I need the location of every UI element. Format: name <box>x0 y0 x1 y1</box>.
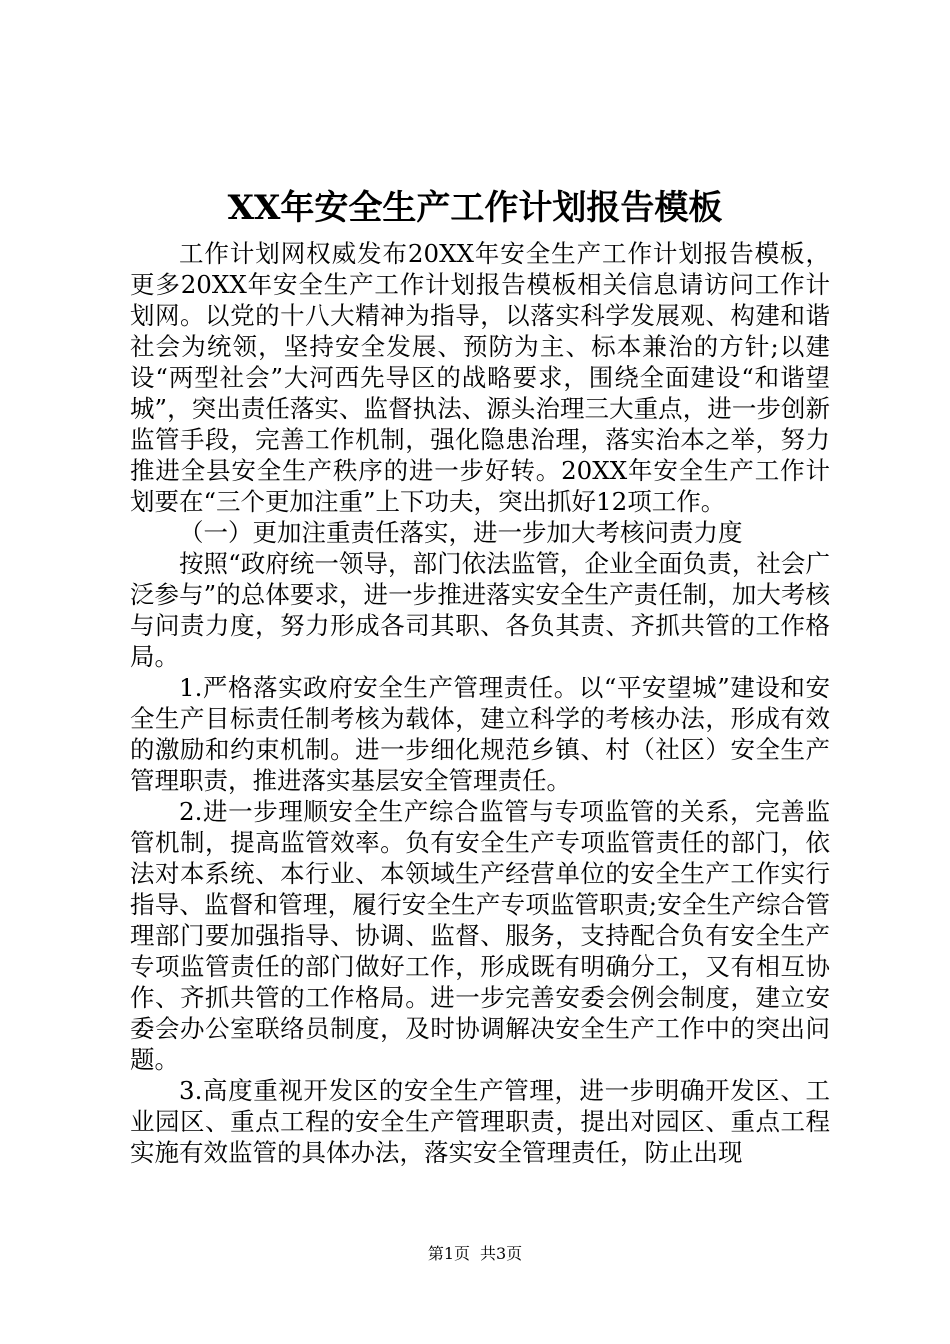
paragraph-intro: 工作计划网权威发布20XX年安全生产工作计划报告模板，更多20XX年安全生产工作计划报告模板相关信息请访问工作计划网。以党的十八大精神为指导，以落实科学发展观、构建和谐社会为统领，坚持安全发展、预防为主、标本兼治的方针;以建设“两型社会”大河西先导区的战略要求，围绕全面建设“和谐望城”，突出责任落实、监督执法、源头治理三大重点，进一步创新监管手段，完善工作机制，强化隐患治理，落实治本之举，努力推进全县安全生产秩序的进一步好转。20XX年安全生产工作计划要在“三个更加注重”上下功夫，突出抓好12项工作。 <box>130 239 830 516</box>
document-body <box>130 238 830 1168</box>
section-heading-1: （一）更加注重责任落实，进一步加大考核问责力度 <box>179 518 743 547</box>
page-total: 共3页 <box>480 1244 523 1263</box>
document-title: XX年安全生产工作计划报告模板 <box>227 188 723 228</box>
paragraph-requirements: 按照“政府统一领导，部门依法监管，企业全面负责，社会广泛参与”的总体要求，进一步推进落实安全生产责任制，加大考核与问责力度，努力形成各司其职、各负其责、齐抓共管的工作格局。 <box>130 549 830 671</box>
paragraph-item-1: 1.严格落实政府安全生产管理责任。以“平安望城”建设和安全生产目标责任制考核为载体，建立科学的考核办法，形成有效的激励和约束机制。进一步细化规范乡镇、村（社区）安全生产管理职责，推进落实基层安全管理责任。 <box>130 673 830 795</box>
paragraph-item-3: 3.高度重视开发区的安全生产管理，进一步明确开发区、工业园区、重点工程的安全生产管理职责，提出对园区、重点工程实施有效监管的具体办法，落实安全管理责任，防止出现 <box>130 1076 830 1167</box>
paragraph-item-2: 2.进一步理顺安全生产综合监管与专项监管的关系，完善监管机制，提高监管效率。负有安全生产专项监管责任的部门，依法对本系统、本行业、本领域生产经营单位的安全生产工作实行指导、监督和管理，履行安全生产专项监管职责;安全生产综合管理部门要加强指导、协调、监督、服务，支持配合负有安全生产专项监管责任的部门做好工作，形成既有明确分工，又有相互协作、齐抓共管的工作格局。进一步完善安委会例会制度，建立安委会办公室联络员制度，及时协调解决安全生产工作中的突出问题。 <box>130 797 830 1074</box>
page-footer <box>0 1243 950 1265</box>
page-number: 第1页 <box>427 1244 470 1263</box>
